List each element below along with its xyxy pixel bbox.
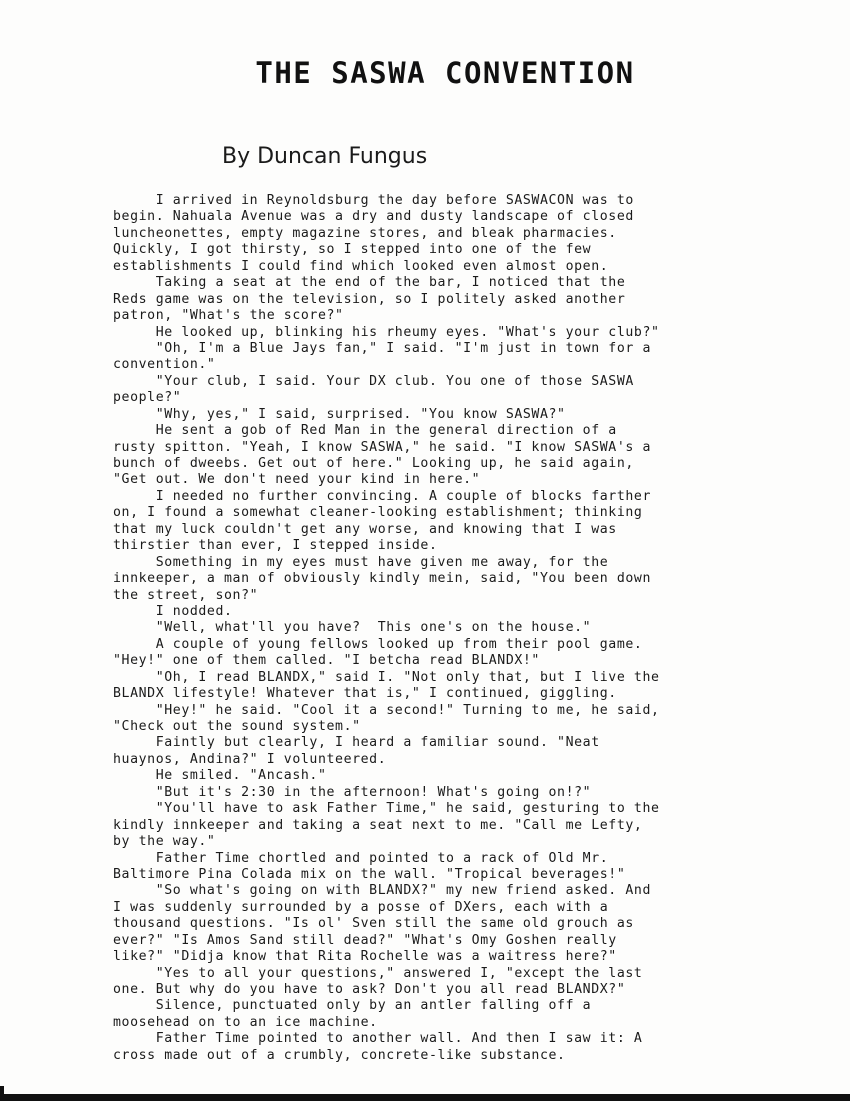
body-text-line: "You'll have to ask Father Time," he said, gesturing to the: [113, 801, 660, 817]
body-text-line: I arrived in Reynoldsburg the day before SASWACON was to: [113, 193, 634, 208]
body-text-line: thirstier than ever, I stepped inside.: [113, 538, 438, 554]
body-text-line: bunch of dweebs. Get out of here." Looking up, he said again,: [113, 456, 634, 471]
body-text-line: convention.": [113, 357, 216, 373]
body-text-line: "Your club, I said. Your DX club. You one of those SASWA: [113, 373, 634, 389]
body-text-line: cross made out of a crumbly, concrete-like substance.: [113, 1047, 566, 1063]
body-text-line: Taking a seat at the end of the bar, I noticed that the: [113, 275, 626, 291]
body-text-line: He smiled. "Ancash.": [113, 768, 327, 784]
body-text-line: "Get out. We don't need your kind in here.": [113, 472, 481, 488]
body-text-line: innkeeper, a man of obviously kindly mein, said, "You been down: [113, 571, 651, 587]
body-text-line: Quickly, I got thirsty, so I stepped into one of the few: [113, 242, 592, 258]
body-text-line: the street, son?": [113, 587, 259, 603]
scan-edge-left: [0, 1086, 4, 1101]
body-text-line: ever?" "Is Amos Sand still dead?" "What's Omy Goshen really: [113, 932, 617, 948]
body-text-line: establishments I could find which looked even almost open.: [113, 258, 609, 274]
body-text-line: "But it's 2:30 in the afternoon! What's going on!?": [113, 784, 592, 800]
body-text-line: I was suddenly surrounded by a posse of DXers, each with a: [113, 899, 609, 915]
body-text-line: Reds game was on the television, so I politely asked another: [113, 291, 626, 307]
body-text-line: huaynos, Andina?" I volunteered.: [113, 751, 387, 767]
body-text-line: luncheonettes, empty magazine stores, and bleak pharmacies.: [113, 225, 617, 241]
body-text-line: "Hey!" one of them called. "I betcha read BLANDX!": [113, 653, 540, 669]
body-text-line: Father Time pointed to another wall. And then I saw it: A: [113, 1031, 643, 1047]
body-text-line: BLANDX lifestyle! Whatever that is," I continued, giggling.: [113, 686, 617, 702]
body-text-line: "Hey!" he said. "Cool it a second!" Turning to me, he said,: [113, 702, 660, 718]
article-byline: By Duncan Fungus: [222, 144, 428, 169]
body-text-line: moosehead on to an ice machine.: [113, 1014, 378, 1030]
article-title: THE SASWA CONVENTION: [255, 56, 635, 90]
body-text-line: that my luck couldn't get any worse, and knowing that I was: [113, 521, 617, 537]
body-text-line: by the way.": [113, 834, 216, 850]
body-text-line: "Oh, I'm a Blue Jays fan," I said. "I'm just in town for a: [113, 340, 651, 356]
body-text-line: people?": [113, 390, 182, 406]
body-text-line: patron, "What's the score?": [113, 308, 344, 324]
scan-edge-bottom: [0, 1094, 850, 1101]
body-text-line: Something in my eyes must have given me away, for the: [113, 554, 609, 570]
body-text-line: He looked up, blinking his rheumy eyes. "What's your club?": [113, 324, 660, 340]
body-text-line: on, I found a somewhat cleaner-looking establishment; thinking: [113, 505, 643, 521]
body-text-line: Father Time chortled and pointed to a rack of Old Mr.: [113, 850, 609, 866]
body-text-line: "Check out the sound system.": [113, 719, 361, 734]
body-text-line: kindly innkeeper and taking a seat next to me. "Call me Lefty,: [113, 817, 643, 833]
body-text-line: "Oh, I read BLANDX," said I. "Not only that, but I live the: [113, 669, 660, 685]
body-text-line: thousand questions. "Is ol' Sven still the same old grouch as: [113, 916, 634, 932]
body-text-line: like?" "Didja know that Rita Rochelle was a waitress here?": [113, 949, 617, 965]
body-text-line: A couple of young fellows looked up from their pool game.: [113, 636, 643, 652]
body-text-line: Faintly but clearly, I heard a familiar sound. "Neat: [113, 735, 600, 751]
article-body: [113, 193, 753, 1064]
body-text-line: I nodded.: [113, 603, 233, 619]
body-text-line: begin. Nahuala Avenue was a dry and dusty landscape of closed: [113, 209, 634, 225]
body-text-line: He sent a gob of Red Man in the general direction of a: [113, 423, 617, 439]
body-text-line: Silence, punctuated only by an antler falling off a: [113, 998, 592, 1014]
body-text-line: I needed no further convincing. A couple of blocks farther: [113, 488, 651, 504]
body-text-line: Baltimore Pina Colada mix on the wall. "Tropical beverages!": [113, 866, 626, 882]
body-text-line: "Well, what'll you have? This one's on the house.": [113, 620, 592, 636]
body-text-line: "Yes to all your questions," answered I, "except the last: [113, 965, 643, 981]
body-text-line: rusty spitton. "Yeah, I know SASWA," he said. "I know SASWA's a: [113, 439, 651, 455]
body-text-line: "Why, yes," I said, surprised. "You know SASWA?": [113, 406, 566, 422]
body-text-line: "So what's going on with BLANDX?" my new friend asked. And: [113, 883, 651, 899]
body-text-line: one. But why do you have to ask? Don't you all read BLANDX?": [113, 982, 626, 997]
